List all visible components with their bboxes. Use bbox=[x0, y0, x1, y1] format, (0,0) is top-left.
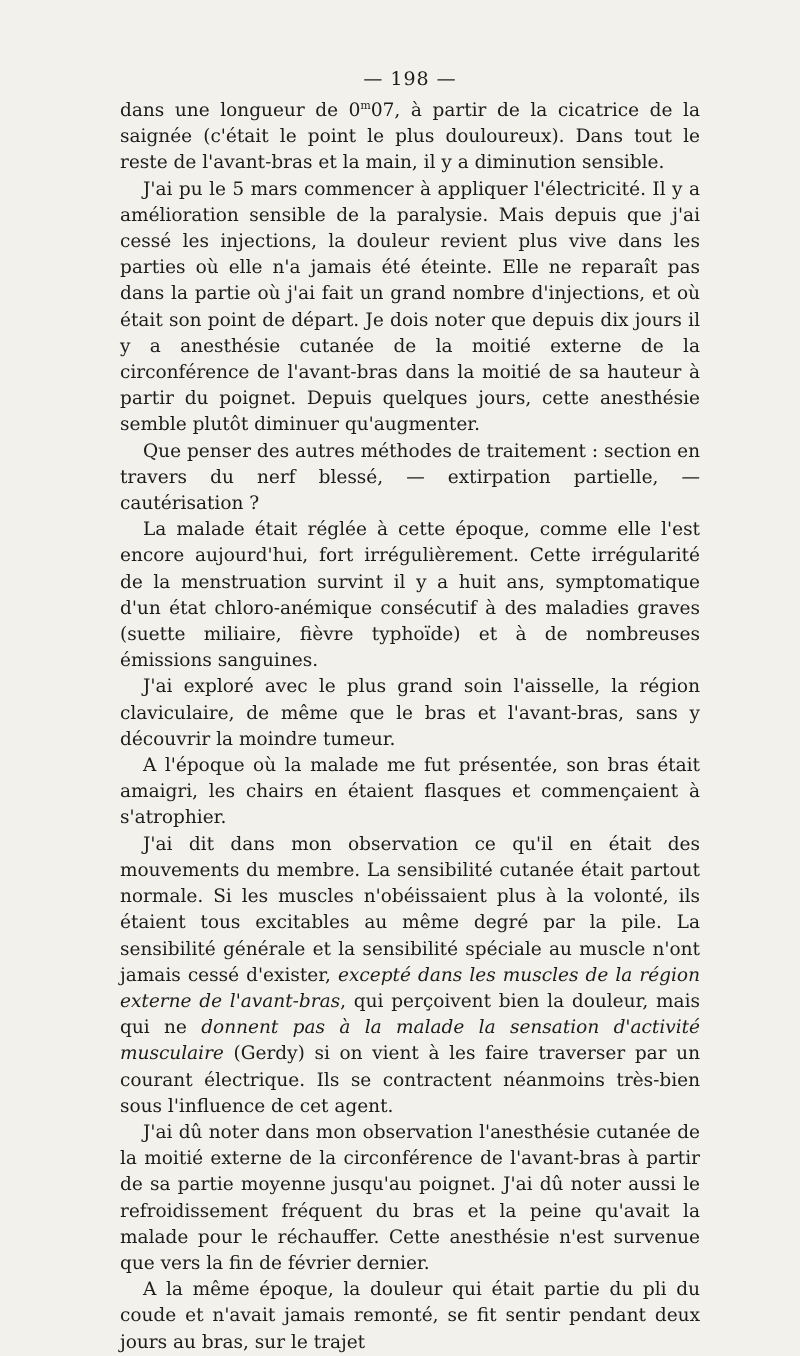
superscript-unit: m bbox=[360, 98, 371, 112]
paragraph-continued bbox=[120, 98, 700, 177]
text-run: (Gerdy) si on vient à les faire traverser par un courant électrique. Ils se contractent néanmoins très-bien sous l'influence de cet agent. bbox=[120, 1043, 700, 1117]
text-run: J'ai dû noter dans mon observation l'anesthésie cutanée de la moitié externe de la circonférence de l'avant-bras à partir de sa partie moyenne jusqu'au poignet. J'ai dû noter aussi le refroidissement fréquent du bras et la peine qu'avait la malade pour le réchauffer. Cette anesthésie n'est survenue que vers la fin de février dernier. bbox=[120, 1121, 700, 1274]
text-run: Que penser des autres méthodes de traitement : section en travers du nerf blessé, — extirpation partielle, — cautérisation ? bbox=[120, 440, 700, 515]
body-text bbox=[120, 98, 700, 1356]
text-run: J'ai exploré avec le plus grand soin l'aisselle, la région claviculaire, de même que le bras et l'avant-bras, sans y découvrir la moindre tumeur. bbox=[120, 676, 700, 750]
text-run: dans une longueur de 0 bbox=[120, 100, 361, 121]
text-run: A l'époque où la malade me fut présentée, son bras était amaigri, les chairs en étaient flasques et commençaient à s'atrophier. bbox=[120, 755, 700, 829]
text-run: J'ai dit dans mon observation ce qu'il en était des mouvements du membre. La sensibilité cutanée était partout normale. Si les muscles n'obéissaient plus à la volonté, ils étaient tous excitables au même degré par la pile. La sensibilité générale et la sensibilité spéciale au muscle n'ont jamais cessé d'exister, bbox=[120, 833, 700, 986]
italic-text: donnent pas à la malade la sensation d'activité musculaire bbox=[120, 1017, 700, 1065]
text-run: A la même époque, la douleur qui était partie du pli du coude et n'avait jamais remonté, se fit sentir pendant deux jours au bras, sur le trajet bbox=[120, 1279, 700, 1353]
paragraph bbox=[120, 674, 700, 753]
text-run: J'ai pu le 5 mars commencer à appliquer l'électricité. Il y a amélioration sensible de la paralysie. Mais depuis que j'ai cessé les injections, la douleur revient plus vive dans les parties où elle n'a jamais été éteinte. Elle ne reparaît pas dans la partie où j'ai fait un grand nombre d'injections, et où était son point de départ. Je dois noter que depuis dix jours il y a anesthésie cutanée de la moitié externe de la circonférence de l'avant-bras dans la moitié de sa hauteur à partir du poignet. Depuis quelques jours, cette anesthésie semble plutôt diminuer qu'augmenter. bbox=[120, 178, 700, 436]
paragraph bbox=[120, 1277, 700, 1356]
paragraph bbox=[120, 753, 700, 832]
paragraph bbox=[120, 517, 700, 674]
paragraph bbox=[120, 177, 700, 439]
paragraph bbox=[120, 1120, 700, 1277]
italic-text: excepté dans les muscles de la région externe de l'avant-bras bbox=[120, 964, 700, 1012]
text-run: 07, à partir de la cicatrice de la saignée (c'était le point le plus douloureux). Dans tout le reste de l'avant-bras et la main, il y a diminution sensible. bbox=[120, 100, 701, 174]
text-run: La malade était réglée à cette époque, comme elle l'est encore aujourd'hui, fort irrégulièrement. Cette irrégularité de la menstruation survint il y a huit ans, symptomatique d'un état chloro-anémique consécutif à des maladies graves (suette miliaire, fièvre typhoïde) et à de nombreuses émissions sanguines. bbox=[120, 519, 700, 672]
paragraph bbox=[120, 439, 700, 518]
paragraph bbox=[120, 832, 700, 1120]
page-number: — 198 — bbox=[363, 68, 457, 90]
text-run: , qui perçoivent bien la douleur, mais qui ne bbox=[120, 990, 700, 1039]
